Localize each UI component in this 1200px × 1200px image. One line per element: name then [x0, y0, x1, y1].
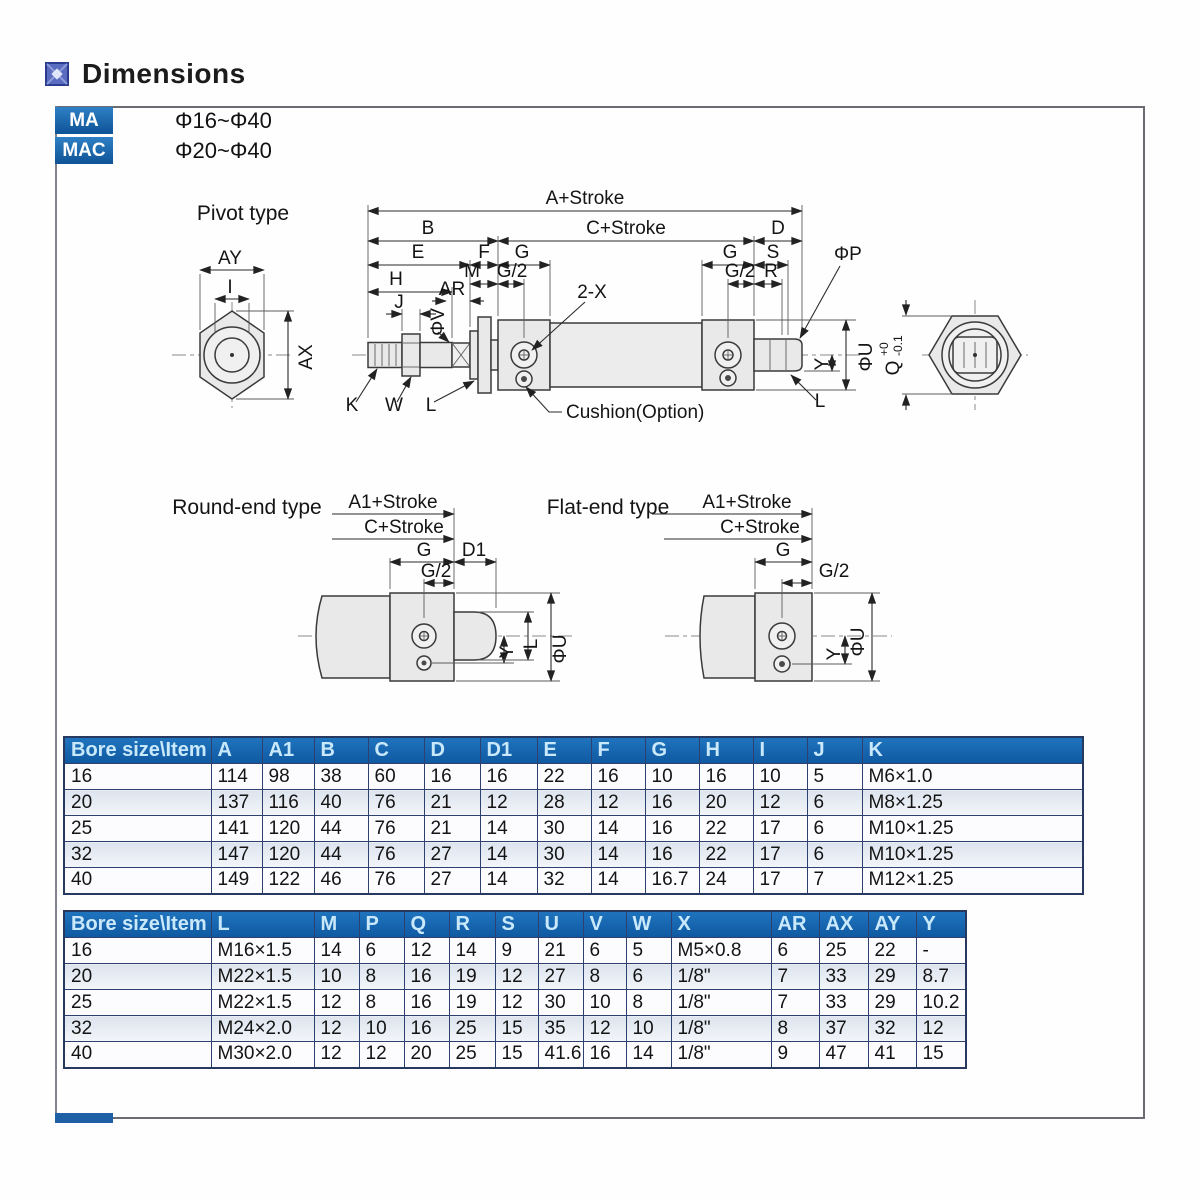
- table-cell: 120: [262, 842, 314, 868]
- dim-label-g2-round: G/2: [420, 561, 452, 582]
- dim-label-b: B: [421, 218, 435, 239]
- page-title: Dimensions: [82, 58, 246, 89]
- table-cell: 32: [64, 1016, 211, 1042]
- dim-label-g-round: G: [416, 540, 432, 561]
- flat-end-type-view: [547, 492, 892, 681]
- table-cell: 16: [583, 1042, 626, 1068]
- table-cell: 122: [262, 868, 314, 894]
- table-cell: 1/8": [671, 1042, 771, 1068]
- dim-label-c-stroke-round: C+Stroke: [364, 517, 444, 538]
- table-cell: 16: [404, 964, 449, 990]
- rear-hex-end-view: [877, 300, 1028, 410]
- dim-label-g2-flat: G/2: [818, 561, 850, 582]
- table-cell: 6: [807, 790, 862, 816]
- table-cell: 5: [626, 938, 671, 964]
- table-row: [64, 1016, 966, 1042]
- table-cell: 12: [314, 990, 359, 1016]
- table-cell: 29: [868, 990, 916, 1016]
- column-header: Bore size\Item: [64, 911, 211, 938]
- dim-label-c-stroke: C+Stroke: [586, 218, 666, 239]
- table-cell: 12: [404, 938, 449, 964]
- dim-label-phi-u-flat: ΦU: [848, 627, 869, 657]
- table-cell: 30: [538, 990, 583, 1016]
- table-cell: 1/8": [671, 990, 771, 1016]
- table-cell: 10: [314, 964, 359, 990]
- table-cell: 116: [262, 790, 314, 816]
- table-cell: 8: [359, 990, 404, 1016]
- dim-label-ax: AX: [296, 344, 317, 370]
- table-cell: 29: [868, 964, 916, 990]
- table-cell: 15: [495, 1042, 538, 1068]
- table-cell: 16: [645, 790, 699, 816]
- table-cell: M22×1.5: [211, 964, 314, 990]
- table-cell: 14: [314, 938, 359, 964]
- table-cell: 12: [753, 790, 807, 816]
- column-header: W: [626, 911, 671, 938]
- table-cell: 47: [819, 1042, 868, 1068]
- series-badge-mac: MAC: [55, 137, 113, 164]
- table-cell: 14: [480, 816, 537, 842]
- table-cell: M6×1.0: [862, 764, 1083, 790]
- dim-label-e: E: [411, 242, 425, 263]
- table-cell: 14: [449, 938, 495, 964]
- dimension-table-1: [63, 736, 1084, 895]
- table-cell: 8: [771, 1016, 819, 1042]
- round-end-title: Round-end type: [172, 496, 322, 519]
- dim-label-c-stroke-flat: C+Stroke: [720, 517, 800, 538]
- dim-label-y-round: Y: [497, 645, 518, 659]
- table-cell: 16: [424, 764, 480, 790]
- table-cell: 25: [449, 1042, 495, 1068]
- table-cell: M16×1.5: [211, 938, 314, 964]
- table-cell: 22: [699, 816, 753, 842]
- dim-label-q-tol-top: +0: [877, 342, 891, 356]
- table-cell: 32: [537, 868, 591, 894]
- table-cell: 32: [64, 842, 211, 868]
- dim-label-g-right: G: [722, 242, 738, 263]
- table-cell: 10: [753, 764, 807, 790]
- table-row: [64, 790, 1083, 816]
- main-cylinder-view: [346, 188, 877, 423]
- table-cell: 114: [211, 764, 262, 790]
- dim-label-y-flat: Y: [824, 647, 845, 661]
- table-cell: 15: [916, 1042, 966, 1068]
- column-header: A1: [262, 737, 314, 764]
- table-cell: 20: [64, 964, 211, 990]
- table-cell: 27: [424, 868, 480, 894]
- table-cell: 9: [771, 1042, 819, 1068]
- table-row: [64, 842, 1083, 868]
- table-cell: 12: [314, 1016, 359, 1042]
- table-cell: 16: [404, 1016, 449, 1042]
- dimension-table-2: [63, 910, 967, 1069]
- table-cell: 12: [480, 790, 537, 816]
- table-cell: 16: [645, 842, 699, 868]
- table-cell: 16: [64, 764, 211, 790]
- dim-label-s: S: [766, 242, 780, 263]
- dim-label-phi-u-round: ΦU: [550, 634, 571, 664]
- table-cell: 10: [583, 990, 626, 1016]
- dim-label-g2-left: G/2: [496, 261, 528, 282]
- table-cell: 27: [424, 842, 480, 868]
- table-cell: 14: [591, 816, 645, 842]
- dim-label-l-right: L: [814, 391, 826, 412]
- table-cell: 25: [64, 816, 211, 842]
- table-cell: 12: [314, 1042, 359, 1068]
- dim-label-ay: AY: [218, 248, 242, 269]
- bottom-accent-bar: [55, 1113, 113, 1123]
- series-range-ma: Φ16~Φ40: [175, 108, 272, 133]
- table-cell: 12: [916, 1016, 966, 1042]
- table-header-row: [64, 911, 966, 938]
- table-cell: 8: [583, 964, 626, 990]
- column-header: P: [359, 911, 404, 938]
- dim-label-m: M: [464, 261, 480, 282]
- table-cell: 120: [262, 816, 314, 842]
- callout-2x: 2-X: [577, 282, 607, 303]
- table-row: [64, 1042, 966, 1068]
- dim-label-l-round: L: [521, 638, 542, 650]
- table-cell: 21: [424, 816, 480, 842]
- table-cell: 14: [480, 842, 537, 868]
- column-header: K: [862, 737, 1083, 764]
- table-cell: 27: [538, 964, 583, 990]
- dim-label-phi-u: ΦU: [856, 342, 877, 372]
- column-header: C: [368, 737, 424, 764]
- dim-label-g-flat: G: [775, 540, 791, 561]
- table-cell: 98: [262, 764, 314, 790]
- table-cell: 44: [314, 842, 368, 868]
- dim-label-k: K: [345, 395, 359, 416]
- column-header: D1: [480, 737, 537, 764]
- table-cell: 5: [807, 764, 862, 790]
- table-cell: 12: [495, 964, 538, 990]
- table-cell: 22: [868, 938, 916, 964]
- table-cell: 16: [64, 938, 211, 964]
- table-cell: 6: [626, 964, 671, 990]
- table-cell: 6: [359, 938, 404, 964]
- round-end-type-view: [172, 492, 572, 681]
- table-cell: 12: [495, 990, 538, 1016]
- table-cell: 60: [368, 764, 424, 790]
- table-cell: 6: [583, 938, 626, 964]
- table-cell: 6: [807, 842, 862, 868]
- table-cell: 25: [819, 938, 868, 964]
- series-range-mac: Φ20~Φ40: [175, 138, 272, 163]
- dim-label-q-tol-bot: -0.1: [891, 335, 905, 356]
- column-header: H: [699, 737, 753, 764]
- table-cell: 1/8": [671, 1016, 771, 1042]
- column-header: I: [753, 737, 807, 764]
- column-header: J: [807, 737, 862, 764]
- column-header: AY: [868, 911, 916, 938]
- table-cell: 28: [537, 790, 591, 816]
- table-cell: 10: [645, 764, 699, 790]
- dim-label-h: H: [389, 269, 403, 290]
- table-cell: 33: [819, 964, 868, 990]
- table-cell: 41.6: [538, 1042, 583, 1068]
- table-row: [64, 868, 1083, 894]
- table-cell: 76: [368, 842, 424, 868]
- dim-label-q-group: [877, 335, 905, 375]
- table-cell: 17: [753, 842, 807, 868]
- table-cell: 15: [495, 1016, 538, 1042]
- pivot-title: Pivot type: [196, 202, 290, 225]
- table-cell: 7: [771, 964, 819, 990]
- table-cell: 14: [591, 842, 645, 868]
- table-cell: 41: [868, 1042, 916, 1068]
- table-cell: 22: [537, 764, 591, 790]
- dim-label-d: D: [771, 218, 785, 239]
- table-cell: 14: [480, 868, 537, 894]
- table-cell: 19: [449, 990, 495, 1016]
- table-row: [64, 964, 966, 990]
- column-header: Q: [404, 911, 449, 938]
- table-cell: 37: [819, 1016, 868, 1042]
- table-cell: 1/8": [671, 964, 771, 990]
- table-cell: 16: [645, 816, 699, 842]
- table-cell: 6: [807, 816, 862, 842]
- table-cell: 17: [753, 868, 807, 894]
- dim-label-a1-stroke-flat: A1+Stroke: [702, 492, 792, 513]
- table-cell: 76: [368, 816, 424, 842]
- dim-label-ar: AR: [438, 279, 466, 300]
- table-cell: 21: [424, 790, 480, 816]
- table-cell: M12×1.25: [862, 868, 1083, 894]
- table-cell: 16: [480, 764, 537, 790]
- dim-label-g2-right: G/2: [724, 261, 756, 282]
- table-cell: 141: [211, 816, 262, 842]
- column-header: Bore size\Item: [64, 737, 211, 764]
- table-cell: M22×1.5: [211, 990, 314, 1016]
- table-cell: 8: [359, 964, 404, 990]
- dim-label-r: R: [764, 261, 778, 282]
- table-cell: 9: [495, 938, 538, 964]
- callout-cushion: Cushion(Option): [566, 402, 705, 423]
- column-header: D: [424, 737, 480, 764]
- table-cell: 20: [404, 1042, 449, 1068]
- column-header: A: [211, 737, 262, 764]
- table-cell: 40: [64, 1042, 211, 1068]
- dim-label-i: I: [227, 277, 233, 298]
- table-cell: 21: [538, 938, 583, 964]
- table-cell: 35: [538, 1016, 583, 1042]
- table-cell: 16: [591, 764, 645, 790]
- table-cell: 19: [449, 964, 495, 990]
- column-header: L: [211, 911, 314, 938]
- dim-label-a-stroke: A+Stroke: [545, 188, 625, 209]
- column-header: G: [645, 737, 699, 764]
- table-cell: 14: [591, 868, 645, 894]
- table-cell: 10: [626, 1016, 671, 1042]
- table-cell: 40: [314, 790, 368, 816]
- dim-label-q: Q: [883, 360, 904, 376]
- dim-label-a1-stroke-round: A1+Stroke: [348, 492, 438, 513]
- table-cell: 149: [211, 868, 262, 894]
- table-cell: M8×1.25: [862, 790, 1083, 816]
- table-cell: 12: [591, 790, 645, 816]
- table-cell: 32: [868, 1016, 916, 1042]
- column-header: X: [671, 911, 771, 938]
- column-header: V: [583, 911, 626, 938]
- table-cell: 40: [64, 868, 211, 894]
- table-cell: 38: [314, 764, 368, 790]
- column-header: B: [314, 737, 368, 764]
- table-cell: 137: [211, 790, 262, 816]
- dim-label-d1: D1: [461, 540, 487, 561]
- table-cell: 12: [359, 1042, 404, 1068]
- column-header: S: [495, 911, 538, 938]
- table-cell: M5×0.8: [671, 938, 771, 964]
- table-row: [64, 816, 1083, 842]
- table-cell: 46: [314, 868, 368, 894]
- series-badge-ma: MA: [55, 107, 113, 134]
- table-cell: 10.2: [916, 990, 966, 1016]
- pivot-type-view: [172, 202, 317, 408]
- table-cell: 10: [359, 1016, 404, 1042]
- column-header: Y: [916, 911, 966, 938]
- table-cell: 14: [626, 1042, 671, 1068]
- table-cell: 25: [449, 1016, 495, 1042]
- table-cell: 6: [771, 938, 819, 964]
- frame-bottom-border: [55, 1117, 1145, 1119]
- dim-label-y: Y: [812, 357, 833, 371]
- table-cell: M10×1.25: [862, 816, 1083, 842]
- table-cell: M10×1.25: [862, 842, 1083, 868]
- table-cell: M24×2.0: [211, 1016, 314, 1042]
- table-cell: 25: [64, 990, 211, 1016]
- dim-label-phi-v: ΦV: [428, 308, 449, 336]
- table-cell: 8.7: [916, 964, 966, 990]
- table-header-row: [64, 737, 1083, 764]
- table-cell: 76: [368, 790, 424, 816]
- table-row: [64, 938, 966, 964]
- flat-end-title: Flat-end type: [546, 496, 670, 519]
- table-cell: 16: [699, 764, 753, 790]
- table-cell: 20: [64, 790, 211, 816]
- column-header: AR: [771, 911, 819, 938]
- table-cell: 33: [819, 990, 868, 1016]
- table-cell: 7: [807, 868, 862, 894]
- table-cell: 12: [583, 1016, 626, 1042]
- table-cell: 24: [699, 868, 753, 894]
- table-cell: 17: [753, 816, 807, 842]
- table-row: [64, 764, 1083, 790]
- table-cell: 16: [404, 990, 449, 1016]
- table-cell: 22: [699, 842, 753, 868]
- table-cell: 44: [314, 816, 368, 842]
- dim-label-w: W: [385, 395, 403, 416]
- table-cell: 20: [699, 790, 753, 816]
- table-cell: 16.7: [645, 868, 699, 894]
- table-cell: 8: [626, 990, 671, 1016]
- table-cell: 7: [771, 990, 819, 1016]
- column-header: F: [591, 737, 645, 764]
- dim-label-phi-p: ΦP: [834, 244, 862, 265]
- column-header: AX: [819, 911, 868, 938]
- dim-label-j: J: [394, 292, 404, 313]
- table-cell: 30: [537, 816, 591, 842]
- table-cell: 76: [368, 868, 424, 894]
- table-cell: 147: [211, 842, 262, 868]
- dim-label-g-left: G: [514, 242, 530, 263]
- table-cell: 30: [537, 842, 591, 868]
- column-header: R: [449, 911, 495, 938]
- dim-label-l-left: L: [425, 395, 437, 416]
- table-cell: -: [916, 938, 966, 964]
- table-cell: M30×2.0: [211, 1042, 314, 1068]
- column-header: U: [538, 911, 583, 938]
- column-header: E: [537, 737, 591, 764]
- column-header: M: [314, 911, 359, 938]
- table-row: [64, 990, 966, 1016]
- dim-label-f: F: [478, 242, 490, 263]
